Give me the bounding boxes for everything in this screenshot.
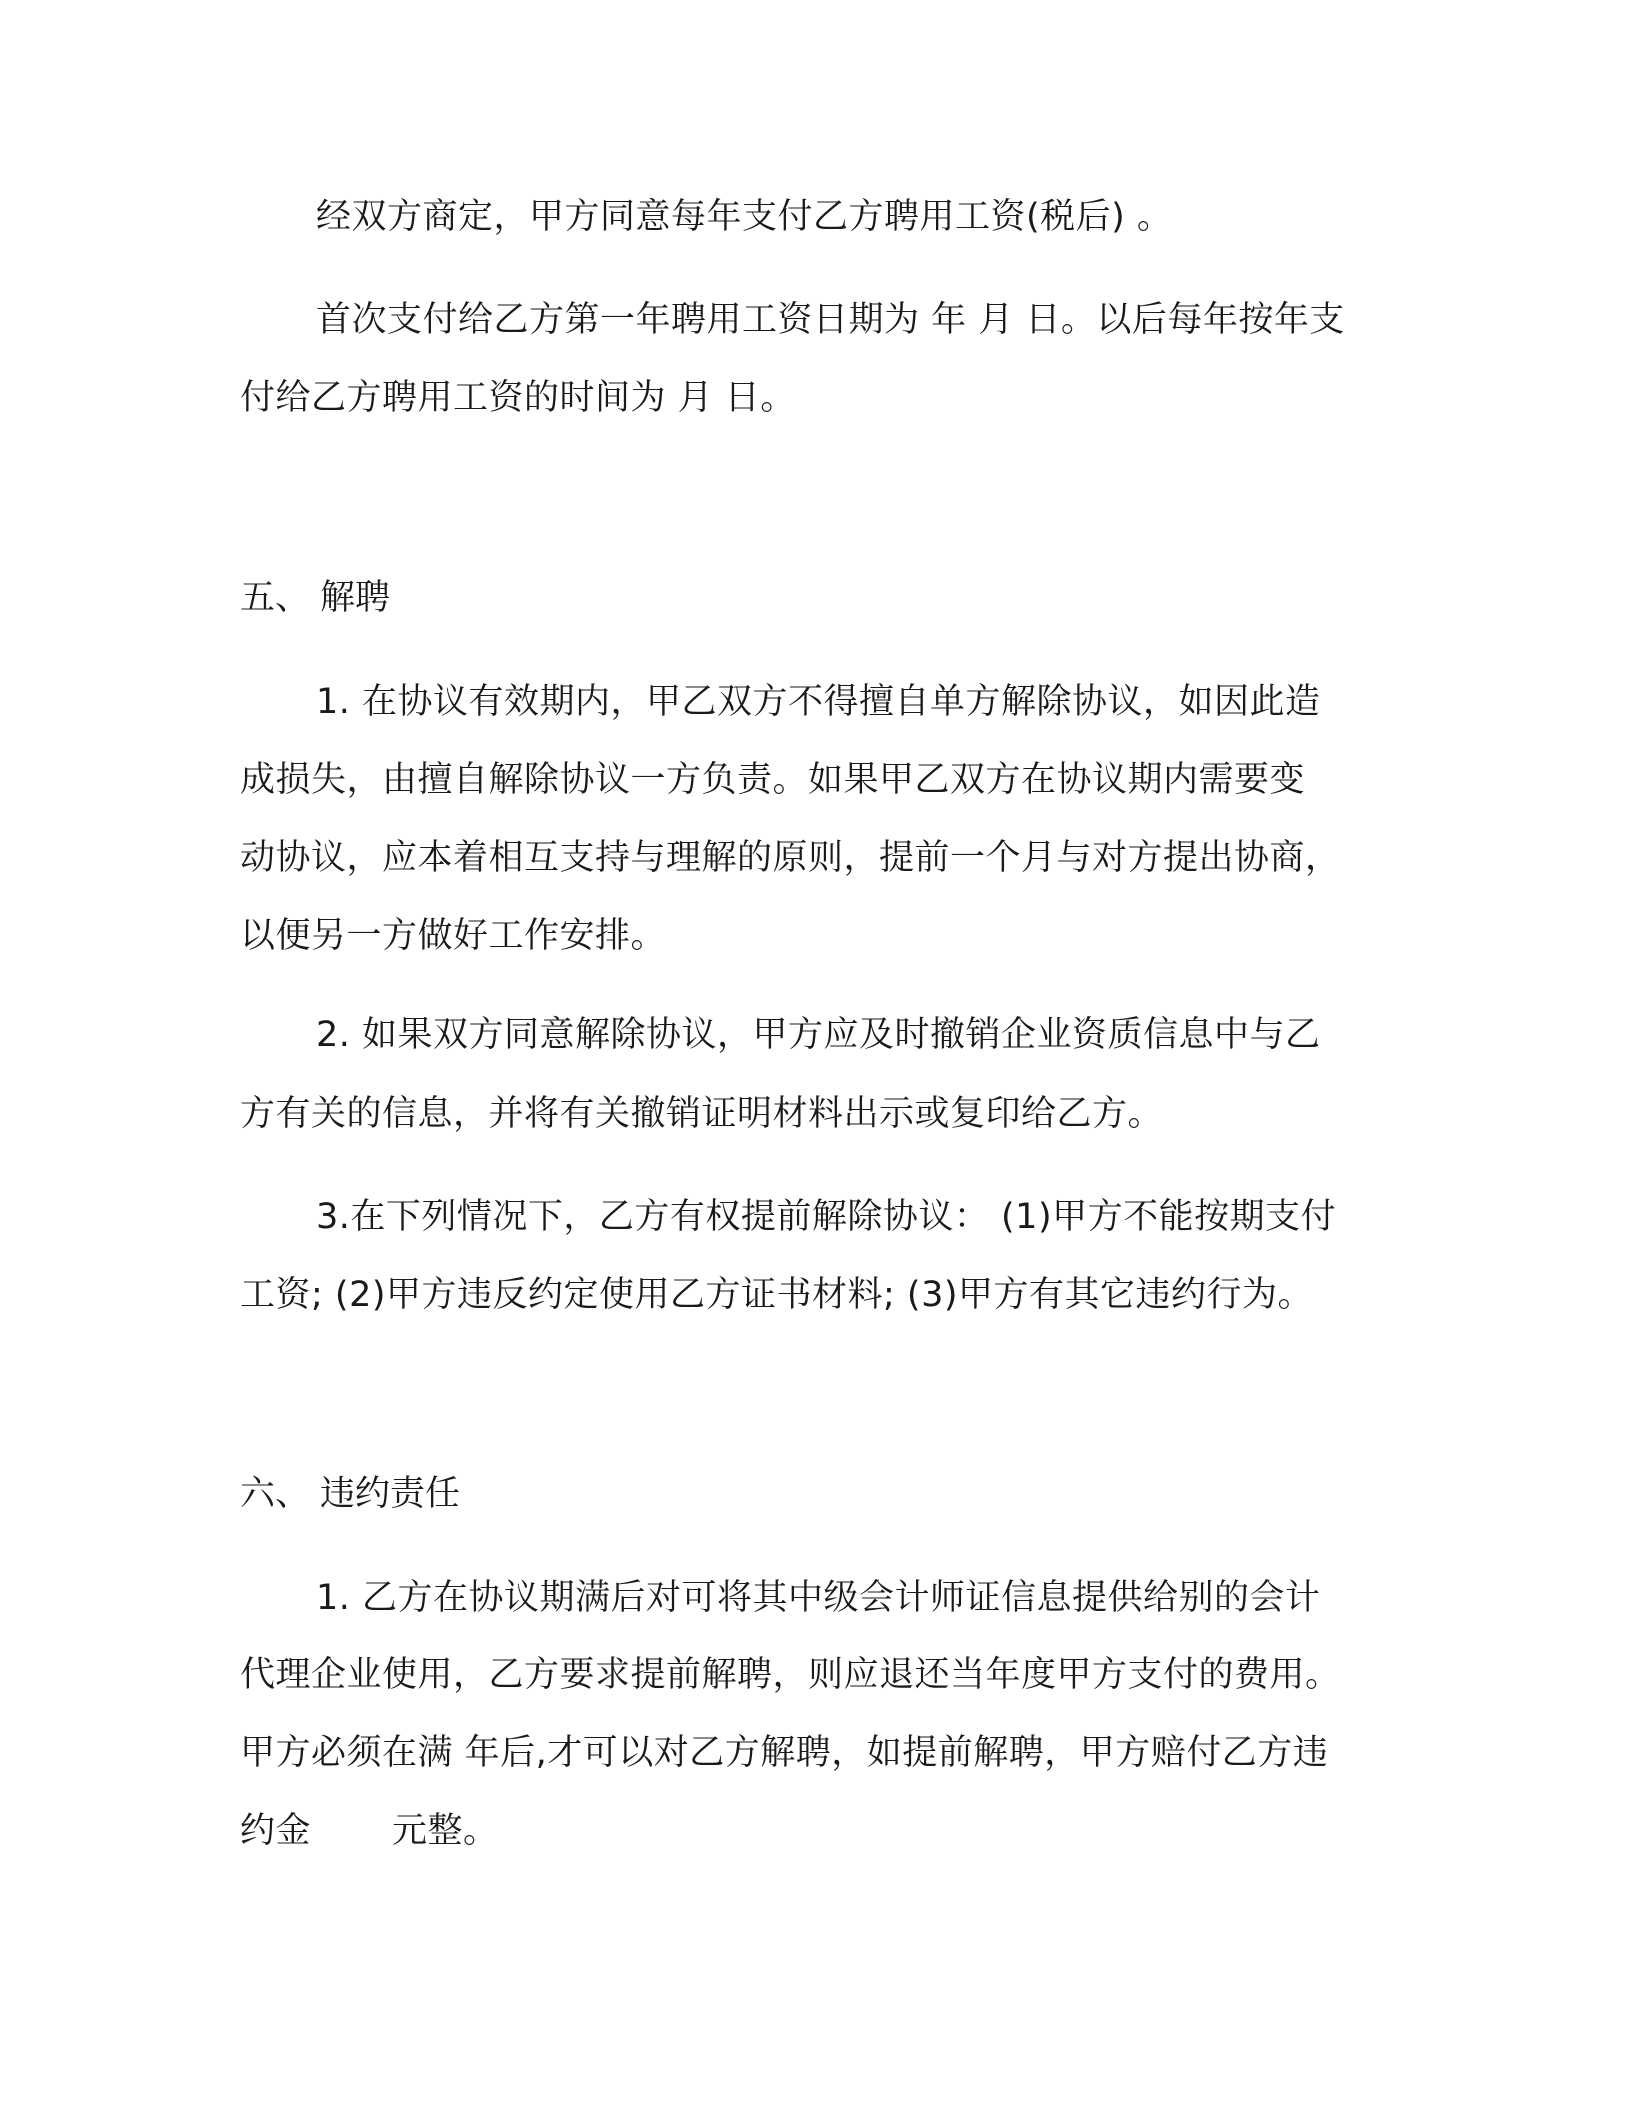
clause-5-2-line-1: 2. 如果双方同意解除协议，甲方应及时撤销企业资质信息中与乙: [316, 1015, 1321, 1055]
paragraph-salary-agreement: 经双方商定，甲方同意每年支付乙方聘用工资(税后) 。: [316, 197, 1173, 237]
paragraph-first-payment-line-1: 首次支付给乙方第一年聘用工资日期为 年 月 日。以后每年按年支: [316, 300, 1345, 340]
clause-6-1-line-3: 甲方必须在满 年后,才可以对乙方解聘，如提前解聘，甲方赔付乙方违: [240, 1733, 1329, 1773]
section-5-number: 五、: [240, 578, 311, 618]
clause-5-1-line-1: 1. 在协议有效期内，甲乙双方不得擅自单方解除协议，如因此造: [316, 682, 1321, 722]
clause-5-1-line-4: 以便另一方做好工作安排。: [240, 916, 667, 956]
clause-5-1-line-2: 成损失，由擅自解除协议一方负责。如果甲乙双方在协议期内需要变: [240, 760, 1306, 800]
section-6-number: 六、: [240, 1474, 311, 1514]
clause-5-3-line-1: 3.在下列情况下，乙方有权提前解除协议： (1)甲方不能按期支付: [316, 1197, 1337, 1237]
clause-5-2-line-2: 方有关的信息，并将有关撤销证明材料出示或复印给乙方。: [240, 1094, 1164, 1134]
clause-6-1-line-1: 1. 乙方在协议期满后对可将其中级会计师证信息提供给别的会计: [316, 1578, 1321, 1618]
section-5-title: 解聘: [320, 578, 391, 618]
clause-6-1-line-4-end: 元整。: [392, 1811, 499, 1851]
paragraph-first-payment-line-2: 付给乙方聘用工资的时间为 月 日。: [240, 378, 796, 418]
clause-6-1-line-4-start: 约金: [240, 1811, 312, 1851]
clause-6-1-line-2: 代理企业使用，乙方要求提前解聘，则应退还当年度甲方支付的费用。: [240, 1655, 1341, 1695]
clause-5-3-line-2: 工资; (2)甲方违反约定使用乙方证书材料; (3)甲方有其它违约行为。: [240, 1275, 1313, 1315]
section-6-title: 违约责任: [320, 1474, 461, 1514]
clause-5-1-line-3: 动协议，应本着相互支持与理解的原则，提前一个月与对方提出协商，: [240, 838, 1341, 878]
